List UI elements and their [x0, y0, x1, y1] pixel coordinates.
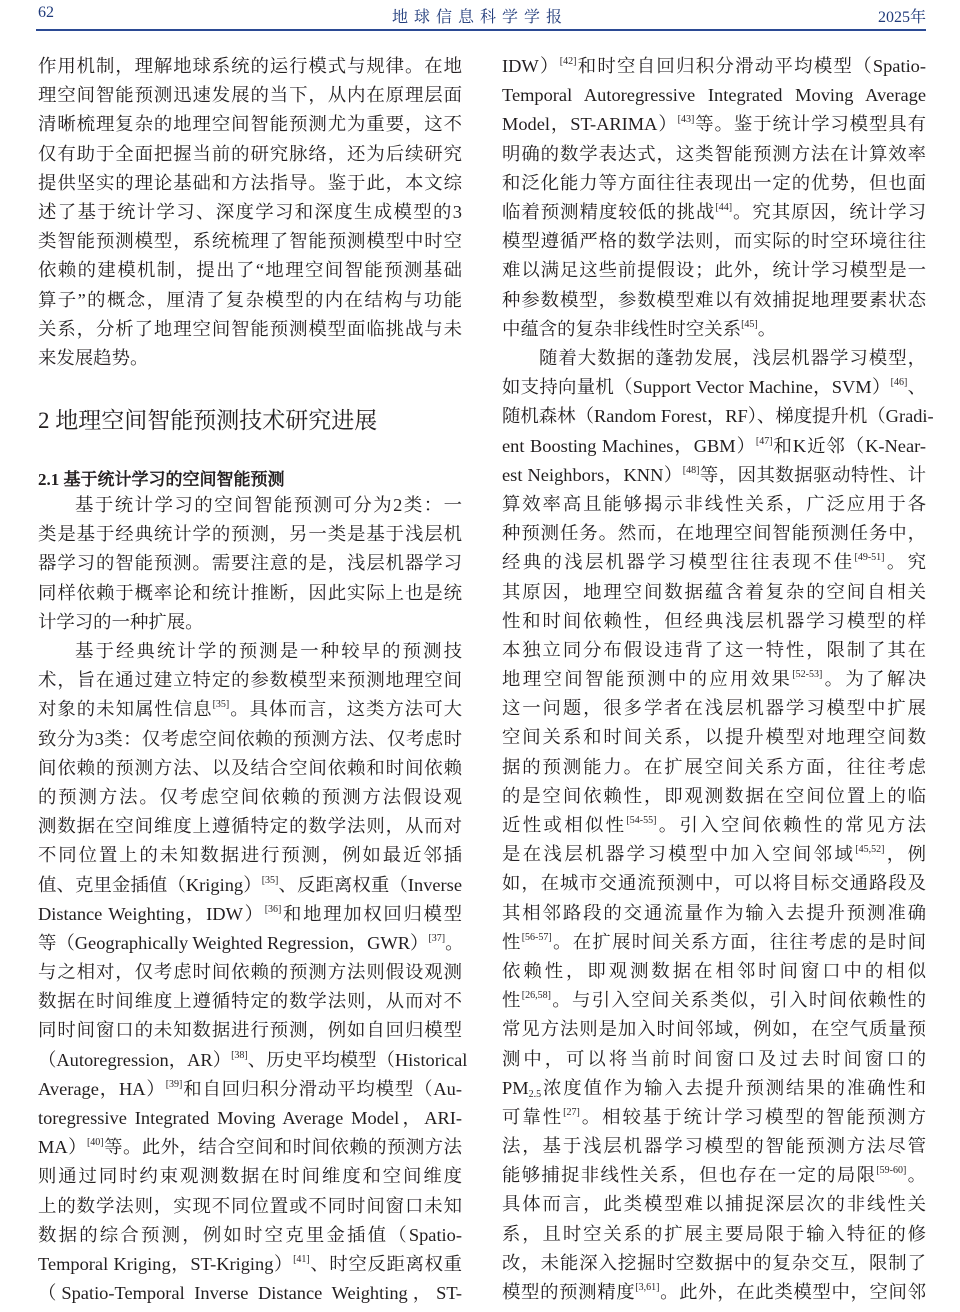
text-line: 清晰梳理复杂的地理空间智能预测尤为重要，这不 — [38, 114, 462, 135]
text-line: ent Boosting Machines，GBM）[47]和K近邻（K-Near- — [502, 435, 926, 456]
text-line: 等（Geographically Weighted Regression，GWR）[37]。 — [38, 932, 464, 953]
text-line: 如，在城市交通流预测中，可以将目标交通路段及 — [502, 873, 926, 894]
text-line: 上的数学法则，实现不同位置或不同时间窗口未知 — [38, 1195, 462, 1216]
text-line: 测数据在空间维度上遵循特定的数学法则，从而对 — [38, 816, 462, 837]
text-line: 中蕴含的复杂非线性时空关系[45]。 — [502, 318, 777, 339]
text-line: 模型遵循严格的数学法则，而实际的时空环境往往 — [502, 231, 926, 252]
text-line: Model，ST-ARIMA）[43]等。鉴于统计学习模型具有 — [502, 114, 926, 135]
text-line: 不同位置上的未知数据进行预测，例如最近邻插 — [38, 845, 462, 866]
text-line: 作用机制，理解地球系统的运行模式与规律。在地 — [38, 56, 462, 76]
text-line: 类是基于经典统计学的预测，另一类是基于浅层机 — [38, 524, 462, 545]
text-line: 对象的未知属性信息[35]。具体而言，这类方法可大 — [38, 699, 462, 720]
text-line: 近性或相似性[54-55]。引入空间依赖性的常见方法 — [502, 815, 926, 835]
text-line: 测中，可以将当前时间窗口及过去时间窗口的 — [502, 1048, 926, 1069]
text-line: Temporal Kriging，ST-Kriging）[41]、时空反距离权重 — [38, 1253, 462, 1274]
text-line: 值、克里金插值（Kriging）[35]、反距离权重（Inverse — [38, 874, 463, 895]
text-line: 算子”的概念，厘清了复杂模型的内在结构与功能 — [38, 289, 462, 310]
text-line: 空间关系和时间关系，以提升模型对地理空间数 — [502, 727, 926, 748]
text-line: 述了基于统计学习、深度学习和深度生成模型的3 — [38, 201, 462, 222]
text-line: 基于经典统计学的预测是一种较早的预测技 — [75, 641, 462, 661]
text-line: est Neighbors，KNN）[48]等，因其数据驱动特性、计 — [502, 464, 926, 485]
text-line: IDW）[42]和时空自回归积分滑动平均模型（Spatio- — [502, 56, 927, 76]
text-line: 与之相对，仅考虑时间依赖的预测方法则假设观测 — [38, 962, 462, 983]
text-line: Distance Weighting，IDW）[36]和地理加权回归模型 — [38, 903, 462, 924]
text-line: 常见方法则是加入时间邻域，例如，在空气质量预 — [502, 1019, 926, 1040]
text-line: 系，且时空关系的扩展主要局限于输入特征的修 — [502, 1223, 926, 1244]
text-line: 提供坚实的理论基础和方法指导。鉴于此，本文综 — [38, 172, 462, 193]
text-line: 模型的预测精度[3,61]。此外，在此类模型中，空间邻 — [502, 1282, 926, 1302]
intro-paragraph — [38, 52, 462, 373]
text-line: 难以满足这些前提假设；此外，统计学习模型是一 — [502, 260, 926, 281]
text-line: 间依赖的预测方法、以及结合空间依赖和时间依赖 — [38, 757, 462, 778]
text-line: 本独立同分布假设违背了这一特性，限制了其在 — [502, 639, 926, 660]
text-line: Temporal Autoregressive Integrated Moving Average — [502, 85, 926, 106]
text-line: 仅有助于全面把握当前的研究脉络，还为后续研究 — [38, 143, 462, 164]
text-line: 种参数模型，参数模型难以有效捕捉地理要素状态 — [502, 289, 926, 310]
text-line: $PM_{2.5}$浓度值作为输入去提升预测结果的准确性和 — [502, 1077, 926, 1100]
text-line: 法，基于浅层机器学习模型的智能预测方法尽管 — [502, 1136, 926, 1157]
text-line: 改，未能深入挖掘时空数据中的复杂交互，限制了 — [502, 1252, 926, 1273]
subsection-heading: 2.1 基于统计学习的空间智能预测 — [38, 470, 285, 489]
text-line: 的是空间依赖性，即观测数据在空间位置上的临 — [502, 785, 926, 806]
text-line: 同时间窗口的未知数据进行预测，例如自回归模型 — [38, 1020, 462, 1041]
text-line: 是在浅层机器学习模型中加入空间邻域[45,52]，例 — [502, 844, 926, 865]
text-line: 和泛化能力等方面往往表现出一定的优势，但也面 — [502, 172, 926, 193]
text-line: 数据在时间维度上遵循特定的数学法则，从而对不 — [38, 991, 462, 1012]
text-line: （Spatio-Temporal Inverse Distance Weighting，ST- — [38, 1283, 462, 1304]
journal-title: 地球信息科学学报 — [391, 9, 568, 26]
text-line: 随着大数据的蓬勃发展，浅层机器学习模型， — [539, 348, 926, 368]
text-line: 可靠性[27]。相较基于统计学习模型的智能预测方 — [502, 1106, 926, 1127]
text-line: 关系，分析了地理空间智能预测模型面临挑战与未 — [38, 318, 462, 339]
text-line: MA）[40]等。此外，结合空间和时间依赖的预测方法 — [38, 1137, 462, 1158]
text-line: 性[56-57]。在扩展时间关系方面，往往考虑的是时间 — [502, 931, 926, 952]
text-line: 则通过同时约束观测数据在时间维度和空间维度 — [38, 1166, 462, 1187]
text-line: 同样依赖于概率论和统计推断，因此实际上也是统 — [38, 582, 462, 603]
text-line: Average，HA）[39]和自回归积分滑动平均模型（Au- — [38, 1078, 462, 1099]
paragraph-statistics-continued — [502, 52, 926, 344]
text-line: 计学习的一种扩展。 — [38, 611, 204, 632]
header-rule — [36, 29, 926, 31]
paragraph-shallow-ml — [502, 344, 934, 1307]
text-line: 致分为3类：仅考虑空间依赖的预测方法、仅考虑时 — [38, 728, 462, 749]
text-line: 其原因，地理空间数据蕴含着复杂的空间自相关 — [502, 581, 926, 602]
text-line: 据的预测能力。在扩展空间关系方面，往往考虑 — [502, 756, 926, 777]
text-line: 算效率高且能够揭示非线性关系，广泛应用于各 — [502, 493, 926, 514]
paragraph-overview — [38, 491, 462, 637]
text-line: 种预测任务。然而，在地理空间智能预测任务中， — [502, 523, 926, 544]
text-line: （Autoregression，AR）[38]、历史平均模型（Historical — [38, 1049, 468, 1070]
text-line: 临着预测精度较低的挑战[44]。究其原因，统计学习 — [502, 201, 926, 222]
text-line: 其相邻路段的交通流量作为输入去提升预测准确 — [502, 902, 926, 923]
text-line: 具体而言，此类模型难以捕捉深层次的非线性关 — [502, 1194, 926, 1215]
text-line: 基于统计学习的空间智能预测可分为2类：一 — [75, 495, 462, 515]
text-line: 能够捕捉非线性关系，但也存在一定的局限[59-60]。 — [502, 1165, 926, 1186]
text-line: 依赖的建模机制，提出了“地理空间智能预测基础 — [38, 260, 462, 281]
journal-year: 2025年 — [877, 9, 926, 26]
text-line: 来发展趋势。 — [38, 347, 149, 368]
text-line: 经典的浅层机器学习模型往往表现不佳[49-51]。究 — [502, 552, 926, 573]
text-line: 性[26,58]。与引入空间关系类似，引入时间依赖性的 — [502, 990, 926, 1011]
text-line: 这一问题，很多学者在浅层机器学习模型中扩展 — [502, 698, 926, 719]
text-line: 类智能预测模型，系统梳理了智能预测模型中时空 — [38, 231, 462, 252]
text-line: 如支持向量机（Support Vector Machine，SVM）[46]、 — [502, 377, 926, 398]
text-line: toregressive Integrated Moving Average Model，ARI- — [38, 1108, 462, 1128]
section-heading: 2 地理空间智能预测技术研究进展 — [38, 408, 378, 433]
text-line: 术，旨在通过建立特定的参数模型来预测地理空间 — [38, 670, 462, 691]
paragraph-classical-statistics — [38, 637, 468, 1308]
text-line: 明确的数学表达式，这类智能预测方法在计算效率 — [502, 143, 926, 164]
text-line: 器学习的智能预测。需要注意的是，浅层机器学习 — [38, 553, 462, 574]
text-line: 理空间智能预测迅速发展的当下，从内在原理层面 — [38, 85, 462, 106]
text-line: 随机森林（Random Forest，RF）、梯度提升机（Gradi- — [502, 406, 934, 427]
text-line: 依赖性，即观测数据在相邻时间窗口中的相似 — [502, 960, 926, 981]
text-line: 地理空间智能预测中的应用效果[52-53]。为了解决 — [502, 669, 926, 690]
text-line: 数据的综合预测，例如时空克里金插值（Spatio- — [38, 1224, 462, 1245]
text-line: 的预测方法。仅考虑空间依赖的预测方法假设观 — [38, 786, 462, 807]
page-number: 62 — [38, 4, 54, 21]
text-line: 性和时间依赖性，但经典浅层机器学习模型的样 — [502, 610, 926, 631]
